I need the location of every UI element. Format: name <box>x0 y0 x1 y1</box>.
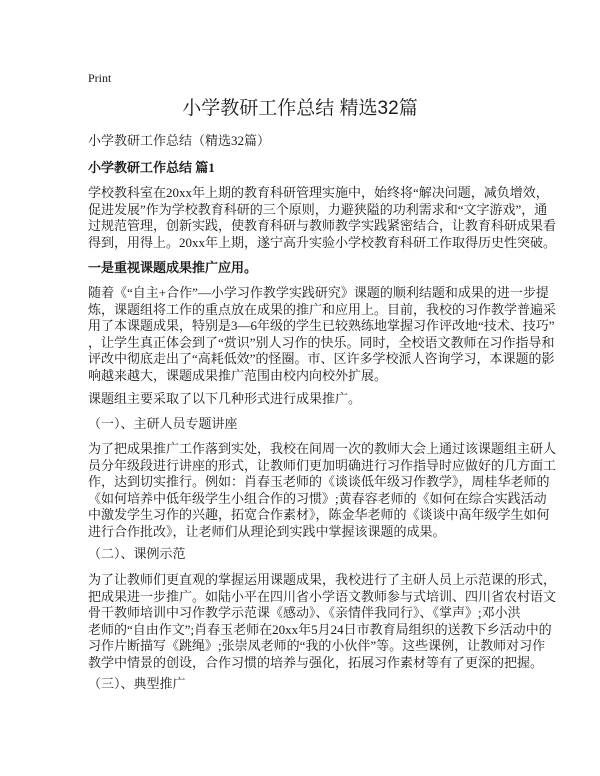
subsection-heading: 一是重视课题成果推广应用。 <box>88 260 258 275</box>
text-line: 作，达到切实推行。例如：肖春玉老师的《谈谈低年级习作教学》，周桂华老师的 <box>88 474 550 490</box>
text-line: 过规范管理，创新实践，使教育科研与教师教学实践紧密结合，让教育科研成果看 <box>88 218 557 234</box>
text-line: 中激发学生习作的兴趣，拓宽合作素材》，陈金华老师的《谈谈中高年级学生如何 <box>88 507 550 523</box>
paragraph-forms: 课题组主要采取了以下几种形式进行成果推广。 <box>88 391 362 406</box>
text-line: 得到，用得上。20xx年上期，遂宁高升实验小学校教育科研工作取得历史性突破。 <box>88 234 557 250</box>
text-line: 促进发展”作为学校教育科研的三个原则，力避狭隘的功利需求和“文字游戏”，通 <box>88 201 548 217</box>
item-heading-demos: （二）、课例示范 <box>88 546 186 561</box>
page-title: 小学教研工作总结 精选32篇 <box>182 98 418 119</box>
paragraph-demos <box>88 572 557 672</box>
subtitle: 小学教研工作总结（精选32篇） <box>88 133 271 148</box>
text-line: 教学中情景的创设，合作习惯的培养与强化，拓展习作素材等有了更深的把握。 <box>88 654 544 670</box>
paragraph-promotion <box>88 285 557 385</box>
text-line: 为了让教师们更直观的掌握运用课题成果，我校进行了主研人员上示范课的形式， <box>88 572 557 587</box>
item-heading-lectures: （一）、主研人员专题讲座 <box>88 416 238 431</box>
text-line: 炼，课题组将工作的重点放在成果的推广和应用上。目前，我校的习作教学普遍采 <box>88 301 557 317</box>
text-line: 员分年级段进行讲座的形式，让教师们更加明确进行习作指导时应做好的几方面工 <box>88 457 557 473</box>
paragraph-intro <box>88 185 557 251</box>
text-line: 评改中彻底走出了“高耗低效”的怪圈。市、区许多学校派人咨询学习，本课题的影 <box>88 351 555 367</box>
print-label: Print <box>88 71 112 85</box>
text-line: 响越来越大，课题成果推广范围由校内向校外扩展。 <box>88 367 388 383</box>
paragraph-lectures <box>88 441 557 541</box>
text-line: 习作片断描写《跳绳》;张崇凤老师的“我的小伙伴”等。这些课例，让教师对习作 <box>88 638 546 654</box>
text-line: 为了把成果推广工作落到实处，我校在间周一次的教师大会上通过该课题组主研人 <box>88 441 557 456</box>
text-line: 用了本课题成果，特别是3—6年级的学生已较熟练地掌握习作评改地“技术、技巧” <box>88 318 555 334</box>
item-heading-typical: （三）、典型推广 <box>88 676 186 691</box>
text-line: 老师的“自由作文”;肖春玉老师在20xx年5月24日市教育局组织的送教下乡活动中的 <box>88 621 552 637</box>
text-line: 《如何培养中低年级学生小组合作的习惯》;黄春容老师的《如何在综合实践活动 <box>88 490 547 506</box>
text-line: 把成果进一步推广。如陆小平在四川省小学语文教师参与式培训、四川省农村语文 <box>88 588 557 604</box>
section-heading: 小学教研工作总结 篇1 <box>88 160 215 175</box>
text-line: 学校教科室在20xx年上期的教育科研管理实施中，始终将“解决问题，减负增效， <box>88 185 549 200</box>
text-line: ，让学生真正体会到了“赏识”别人习作的快乐。同时，全校语文教师在习作指导和 <box>88 334 555 350</box>
text-line: 骨干教师培训中习作教学示范课《感动》、《亲情伴我同行》、《掌声》;邓小洪 <box>88 605 521 621</box>
text-line: 随着《“自主+合作”—小学习作教学实践研究》课题的顺利结题和成果的进一步提 <box>88 285 549 300</box>
text-line: 进行合作批改》，让老师们从理论到实践中掌握该课题的成果。 <box>88 523 446 539</box>
